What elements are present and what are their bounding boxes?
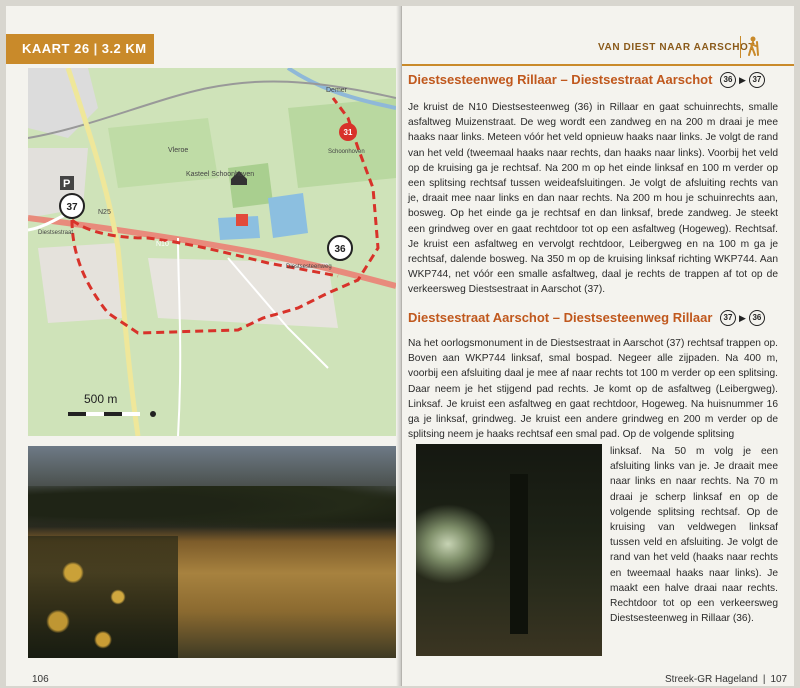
- map-tab: KAART 26 | 3.2 KM: [6, 34, 154, 64]
- section-1-body: [408, 100, 778, 298]
- section-1-to-node: 37: [749, 72, 765, 88]
- field-photo: [28, 446, 396, 658]
- section-2-from-node: 37: [720, 310, 736, 326]
- section-1-title: Diestsesteenweg Rillaar – Diestsestraat Aarschot: [408, 72, 713, 87]
- left-page: [6, 6, 401, 686]
- footer-label: Streek-GR Hageland: [665, 674, 758, 685]
- label-kasteel: Kasteel Schoonhoven: [186, 171, 255, 178]
- section-1-text: Je kruist de N10 Diestsesteenweg (36) in Rillaar en gaat schuinrechts, smalle asfaltweg Muizenstraat. De weg wordt een zandweg en na 200 m draai je mee haaks naar links. Meteen vóór het veld opnieuw haaks naar links. Je volgt de rand van het veld (tweemaal haaks naar rechts, dan haaks naar links). Voorbij het veld op de kruising ga je rechtsaf. Na 200 m op het einde linksaf en 100 m verder op een splitsing rechtsaf tussen weideafsluitingen. Je volgt de afsluiting rechts van je, draait mee naar links en dan naar rechts. Na 200 m hou je schuinrechts aan, bosweg. Op het einde ga je rechtsaf en dan linksaf, brede zandweg. Je steekt een grindweg over en gaat rechtdoor tot op een asfaltweg (Hogeweg). Rechtsaf. Je kruist een asfaltweg en vervolgt rechtdoor, Leibergweg en na 100 m ga je rechtsaf, dalende bosweg. Na 350 m op de kruising linksaf richting WKP744. Aan WKP744, net vóór een smalle asfaltweg, daal je rechts de trappen af tot op de verkeersweg Diestsestraat in Aarschot (37).: [408, 102, 778, 296]
- forest-photo: [416, 444, 602, 656]
- map-canvas: [28, 68, 396, 436]
- label-diestsesteenweg: Diestsesteenweg: [286, 264, 332, 270]
- label-schoonhoven: Schoonhoven: [328, 149, 365, 155]
- parking-icon: [236, 214, 248, 226]
- hiker-icon: [745, 36, 761, 56]
- section-2-to-node: 36: [749, 310, 765, 326]
- section-2-body: [408, 336, 778, 442]
- label-vleroe: Vleroe: [168, 147, 189, 154]
- page-number-right: 107: [770, 674, 788, 685]
- section-2-wrap: [610, 444, 778, 626]
- section-1-nodes: [720, 72, 765, 88]
- label-demer: Demer: [326, 87, 348, 94]
- distance-label: 3.2 KM: [101, 41, 147, 56]
- arrow-icon: ▶: [739, 312, 746, 323]
- section-2-text-wrap: linksaf. Na 50 m volg je een afsluiting links van je. Je draait mee naar links en naar rechts. Na 70 m draai je scherp linksaf en op de volgende splitsing rechtsaf. Op de kruising van veldwegen linksaf tussen veld en afsluiting. Je volgt de rand van het veld (haaks naar rechts en tweemaal haaks naar links). Je maakt een halve draai naar rechts. Rechtdoor tot op een verkeersweg Diestsesteenweg in Rillaar (36).: [610, 446, 778, 625]
- label-diestsestraat: Diestsestraat: [38, 230, 74, 236]
- section-2-nodes: [720, 310, 765, 326]
- arrow-icon: ▶: [739, 74, 746, 85]
- section-2-title: Diestsestraat Aarschot – Diestsesteenweg Rillaar: [408, 310, 713, 325]
- scale-label: 500 m: [84, 392, 118, 406]
- node-31-label: 31: [343, 128, 353, 137]
- page-number-left: 106: [32, 674, 49, 685]
- node-36-label: 36: [334, 244, 346, 255]
- route-map: [28, 68, 396, 436]
- section-1-from-node: 36: [720, 72, 736, 88]
- kaart-label: KAART 26: [22, 41, 90, 56]
- section-2-text-top: Na het oorlogsmonument in de Diestsestraat in Aarschot (37) rechtsaf trappen op. Boven aan WKP744 linksaf, smal bospad. Negeer alle zijpaden. Na 400 m, voorbij een afsluiting daal je mee af naar rechts tot 100 m verder op een splitsing. Daar neem je het stijgend pad rechts. Je komt op de asfaltweg (Leibergweg). Linksaf. Je kruist een asfaltweg en gaat rechtdoor, Hogeweg. Na huisnummer 16 ga je linksaf, grindweg. Je kruist een andere grindweg en 200 m verder op de splitsing neem je haaks rechtsaf een smal pad. Op de volgende splitsing: [408, 338, 778, 441]
- right-page: [402, 6, 794, 686]
- label-n10: N10: [156, 241, 169, 248]
- label-n25: N25: [98, 209, 111, 216]
- header-rule: [402, 64, 794, 66]
- page-footer-right: Streek-GR Hageland | 107: [665, 674, 788, 685]
- running-head: VAN DIEST NAAR AARSCHOT: [598, 42, 756, 53]
- hiker-icon-box: [740, 36, 765, 58]
- svg-text:P: P: [63, 178, 71, 190]
- node-37-label: 37: [66, 202, 78, 213]
